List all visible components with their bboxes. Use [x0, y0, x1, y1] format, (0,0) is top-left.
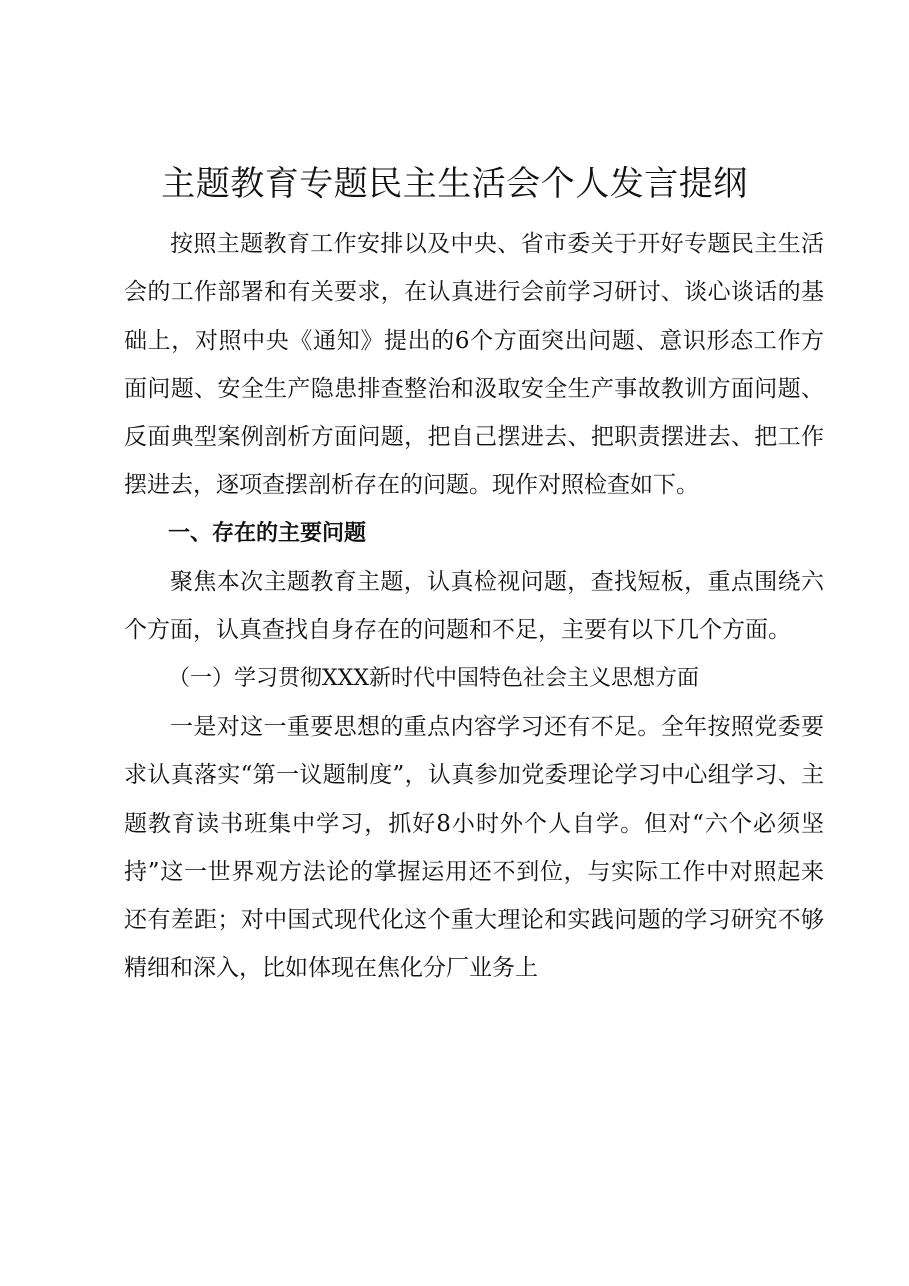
section-heading-main-problems: 一、存在的主要问题 — [168, 520, 367, 546]
subsection-heading-study: （一）学习贯彻XXX新时代中国特色社会主义思想方面 — [168, 665, 699, 691]
intro-paragraph: 按照主题教育工作安排以及中央、省市委关于开好专题民主生活会的工作部署和有关要求，在认真进行会前学习研讨、谈心谈话的基础上，对照中央《通知》提出的6个方面突出问题、意识形态工作方面问题、安全生产隐患排查整治和汲取安全生产事故教训方面问题、反面典型案例剖析方面问题，把自己摆进去、把职责摆进去、把工作摆进去，逐项查摆剖析存在的问题。现作对照检查如下。 — [124, 231, 824, 499]
document-title: 主题教育专题民主生活会个人发言提纲 — [161, 164, 748, 204]
point-one-paragraph: 一是对这一重要思想的重点内容学习还有不足。全年按照党委要求认真落实“第一议题制度”，认真参加党委理论学习中心组学习、主题教育读书班集中学习，抓好8小时外个人自学。但对“六个必须坚持”这一世界观方法论的掌握运用还不到位，与实际工作中对照起来还有差距；对中国式现代化这个重大理论和实践问题的学习研究不够精细和深入，比如体现在焦化分厂业务上 — [124, 713, 824, 982]
section-intro-paragraph: 聚焦本次主题教育主题，认真检视问题，查找短板，重点围绕六个方面，认真查找自身存在的问题和不足，主要有以下几个方面。 — [124, 569, 824, 644]
document-body — [124, 220, 824, 993]
